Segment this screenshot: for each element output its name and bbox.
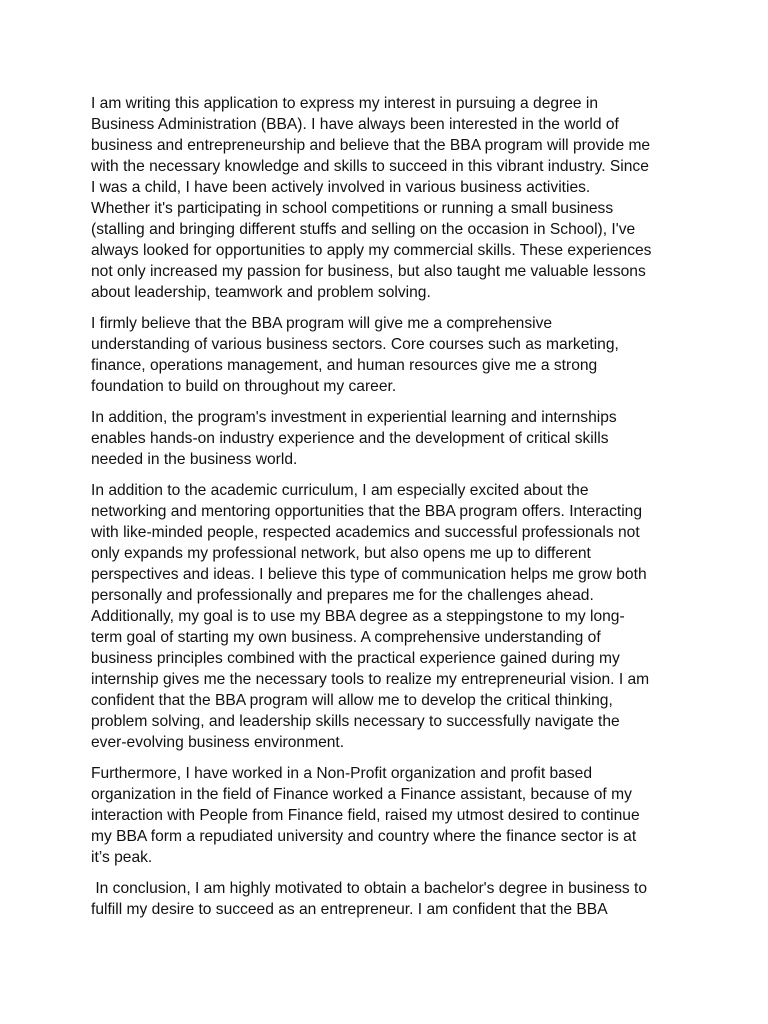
text-line: (stalling and bringing different stuffs and selling on the occasion in School), I've xyxy=(91,221,636,238)
paragraph-experiential-learning xyxy=(91,407,691,470)
text-line: I am writing this application to express my interest in pursuing a degree in xyxy=(91,95,599,112)
text-line: organization in the field of Finance worked a Finance assistant, because of my xyxy=(91,786,632,803)
text-line: networking and mentoring opportunities that the BBA program offers. Interacting xyxy=(91,503,643,520)
text-line: enables hands-on industry experience and the development of critical skills xyxy=(91,430,609,447)
text-line: I was a child, I have been actively involved in various business activities. xyxy=(91,179,591,196)
text-line: interaction with People from Finance field, raised my utmost desired to continue xyxy=(91,807,640,824)
paragraph-work-experience xyxy=(91,763,691,868)
text-line: with like-minded people, respected academics and successful professionals not xyxy=(91,524,640,541)
text-line: personally and professionally and prepares me for the challenges ahead. xyxy=(91,587,594,604)
text-line: understanding of various business sectors. Core courses such as marketing, xyxy=(91,336,619,353)
text-line: not only increased my passion for business, but also taught me valuable lessons xyxy=(91,263,646,280)
text-line: only expands my professional network, but also opens me up to different xyxy=(91,545,591,562)
text-line: Additionally, my goal is to use my BBA degree as a steppingstone to my long- xyxy=(91,608,625,625)
text-line: Business Administration (BBA). I have always been interested in the world of xyxy=(91,116,619,133)
text-line: Whether it's participating in school competitions or running a small business xyxy=(91,200,614,217)
text-line: ever-evolving business environment. xyxy=(91,734,345,751)
text-line: internship gives me the necessary tools to realize my entrepreneurial vision. I am xyxy=(91,671,650,688)
paragraph-networking xyxy=(91,480,691,753)
text-line: needed in the business world. xyxy=(91,451,298,468)
text-line: perspectives and ideas. I believe this type of communication helps me grow both xyxy=(91,566,647,583)
paragraph-conclusion xyxy=(91,878,691,920)
text-line: In addition, the program's investment in experiential learning and internships xyxy=(91,409,617,426)
text-line: finance, operations management, and human resources give me a strong xyxy=(91,357,598,374)
text-line: business and entrepreneurship and believe that the BBA program will provide me xyxy=(91,137,651,154)
text-line: with the necessary knowledge and skills to succeed in this vibrant industry. Since xyxy=(91,158,649,175)
paragraph-program-belief xyxy=(91,313,691,397)
text-line: about leadership, teamwork and problem solving. xyxy=(91,284,431,301)
text-line: business principles combined with the practical experience gained during my xyxy=(91,650,620,667)
text-line: Furthermore, I have worked in a Non-Profit organization and profit based xyxy=(91,765,592,782)
text-line: In conclusion, I am highly motivated to obtain a bachelor's degree in business to xyxy=(91,880,648,897)
text-line: it’s peak. xyxy=(91,849,153,866)
paragraph-interest xyxy=(91,93,691,303)
text-line: always looked for opportunities to apply my commercial skills. These experiences xyxy=(91,242,652,259)
text-line: term goal of starting my own business. A comprehensive understanding of xyxy=(91,629,601,646)
text-line: problem solving, and leadership skills necessary to successfully navigate the xyxy=(91,713,620,730)
text-line: confident that the BBA program will allow me to develop the critical thinking, xyxy=(91,692,613,709)
text-line: fulfill my desire to succeed as an entrepreneur. I am confident that the BBA xyxy=(91,901,608,918)
text-line: In addition to the academic curriculum, I am especially excited about the xyxy=(91,482,589,499)
text-line: I firmly believe that the BBA program will give me a comprehensive xyxy=(91,315,553,332)
text-line: my BBA form a repudiated university and country where the finance sector is at xyxy=(91,828,637,845)
text-line: foundation to build on throughout my career. xyxy=(91,378,397,395)
document-body xyxy=(91,93,691,930)
